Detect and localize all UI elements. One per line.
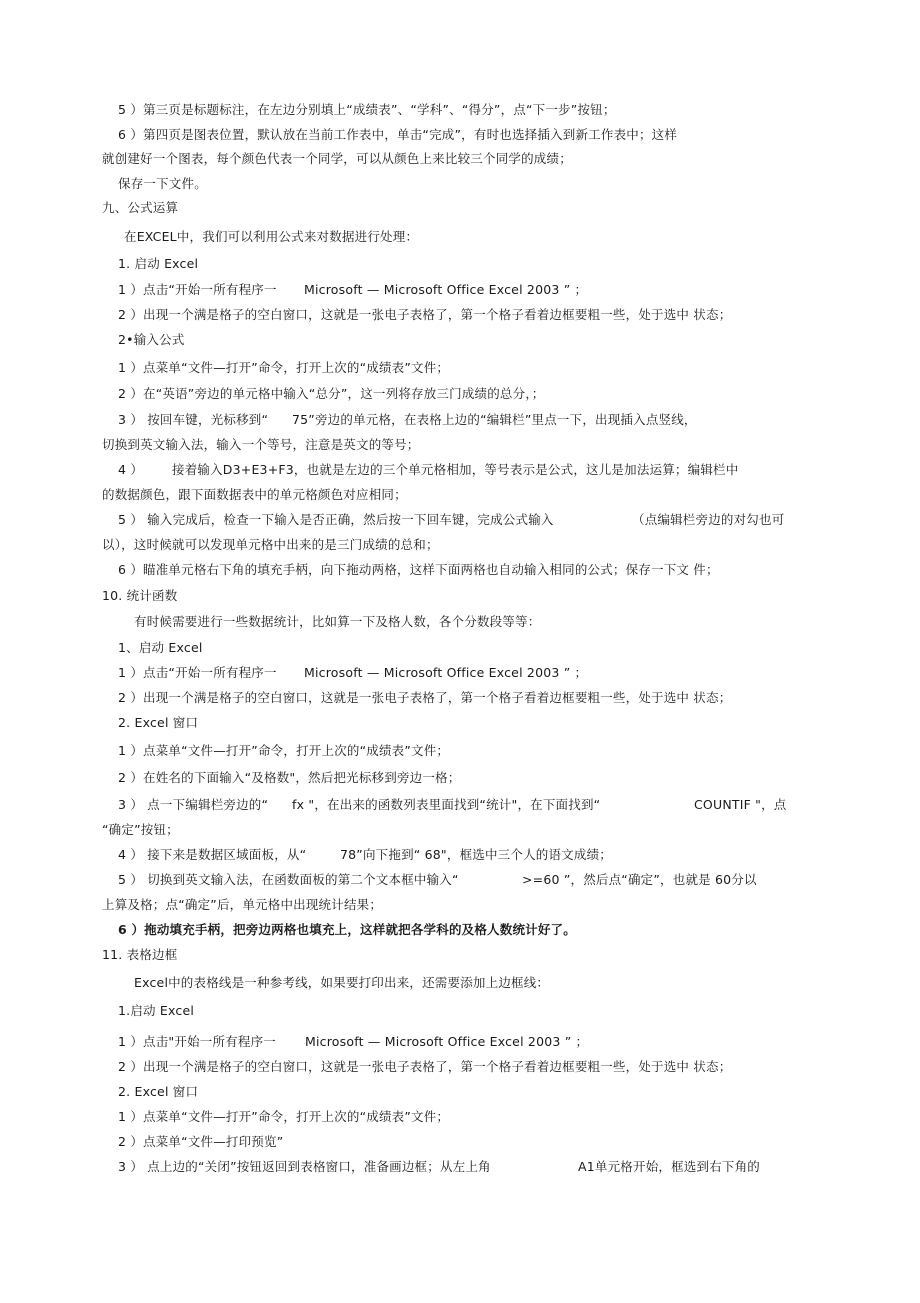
- text-line: 6 ）第四页是图表位置，默认放在当前工作表中，单击“完成”，有时也选择插入到新工作表中；这样: [118, 127, 678, 142]
- text-line: “确定”按钮；: [102, 822, 179, 837]
- text-segment: 5 ） 切换到英文输入法，在函数面板的第二个文本框中输入“: [118, 872, 459, 887]
- text-line: 1 ）点菜单“文件—打开”命令，打开上次的“成绩表”文件；: [118, 360, 450, 375]
- text-line: 5 ）第三页是标题标注，在左边分别填上“成绩表”、“学科”、“得分”，点“下一步”按钮；: [118, 102, 616, 117]
- section-heading: 10. 统计函数: [102, 588, 178, 603]
- text-segment: 1 ）点击“开始一所有程序一: [118, 665, 277, 680]
- section-heading: 九、公式运算: [102, 200, 179, 215]
- text-line: 的数据颜色，跟下面数据表中的单元格颜色对应相同；: [102, 487, 407, 502]
- text-line: 1 ）点菜单“文件—打开”命令，打开上次的“成绩表”文件；: [118, 1109, 450, 1124]
- text-line: 2 ）出现一个满是格子的空白窗口，这就是一张电子表格了，第一个格子看着边框要粗一些，处于选中 状态；: [118, 690, 732, 705]
- text-segment: 78”向下拖到“ 68"，框选中三个人的语文成绩；: [340, 847, 612, 862]
- subheading: 1、启动 Excel: [118, 640, 203, 655]
- text-segment: COUNTIF "，点: [694, 797, 787, 812]
- text-segment: Microsoft — Microsoft Office Excel 2003 ” ；: [304, 282, 588, 297]
- text-segment: A1单元格开始，框选到右下角的: [578, 1159, 761, 1174]
- text-segment: 1 ）点击“开始一所有程序一: [118, 282, 277, 297]
- text-segment: 接着输入D3+E3+F3，也就是左边的三个单元格相加，等号表示是公式，这儿是加法运算；编辑栏中: [172, 462, 739, 477]
- subheading: 2. Excel 窗口: [118, 1084, 199, 1099]
- text-line: 2 ）点菜单“文件—打印预览”: [118, 1134, 284, 1149]
- text-line: 保存一下文件。: [118, 176, 207, 191]
- subheading: 1. 启动 Excel: [118, 256, 199, 271]
- text-line: 在EXCEL中，我们可以利用公式来对数据进行处理：: [124, 229, 419, 244]
- text-segment: fx "，在出来的函数列表里面找到“统计"，在下面找到“: [292, 797, 601, 812]
- text-line: 切换到英文输入法，输入一个等号，注意是英文的等号；: [102, 437, 420, 452]
- text-segment: Microsoft — Microsoft Office Excel 2003 ” ；: [305, 1034, 589, 1049]
- text-segment: 3 ） 点一下编辑栏旁边的“: [118, 797, 269, 812]
- text-line: 2 ）出现一个满是格子的空白窗口，这就是一张电子表格了，第一个格子看着边框要粗一些，处于选中 状态；: [118, 307, 732, 322]
- text-line: 有时候需要进行一些数据统计，比如算一下及格人数，各个分数段等等：: [134, 614, 541, 629]
- text-line: Excel中的表格线是一种参考线，如果要打印出来，还需要添加上边框线：: [134, 975, 550, 990]
- text-line: 2 ）在姓名的下面输入“及格数"，然后把光标移到旁边一格；: [118, 770, 461, 785]
- subheading: 1.启动 Excel: [118, 1003, 195, 1018]
- text-segment: 3 ） 按回车键，光标移到“: [118, 412, 269, 427]
- subheading: 2. Excel 窗口: [118, 715, 199, 730]
- text-segment: 1 ）点击"开始一所有程序一: [118, 1034, 276, 1049]
- text-segment: （点编辑栏旁边的对勾也可: [632, 512, 785, 527]
- text-line: 6 ）瞄准单元格右下角的填充手柄，向下拖动两格，这样下面两格也自动输入相同的公式；保存一下文 件；: [118, 562, 719, 577]
- text-line: 1 ）点菜单“文件—打开”命令，打开上次的“成绩表”文件；: [118, 743, 450, 758]
- section-heading: 11. 表格边框: [102, 947, 178, 962]
- text-segment: 4 ） 接下来是数据区域面板，从“: [118, 847, 307, 862]
- text-segment: 3 ） 点上边的“关闭”按钮返回到表格窗口，准备画边框；从左上角: [118, 1159, 491, 1174]
- text-line: 2 ）在“英语”旁边的单元格中输入“总分”，这一列将存放三门成绩的总分，；: [118, 386, 545, 401]
- text-segment: 4 ）: [118, 462, 144, 477]
- text-segment: Microsoft — Microsoft Office Excel 2003 ” ；: [304, 665, 588, 680]
- text-segment: 5 ） 输入完成后，检查一下输入是否正确，然后按一下回车键，完成公式输入: [118, 512, 554, 527]
- text-segment: 75”旁边的单元格，在表格上边的“编辑栏”里点一下，出现插入点竖线，: [292, 412, 697, 427]
- subheading: 2•输入公式: [118, 332, 185, 347]
- text-line: 上算及格；点“确定”后，单元格中出现统计结果；: [102, 897, 383, 912]
- text-line: 2 ）出现一个满是格子的空白窗口，这就是一张电子表格了，第一个格子看着边框要粗一些，处于选中 状态；: [118, 1059, 732, 1074]
- text-line: 以），这时候就可以发现单元格中出来的是三门成绩的总和；: [102, 537, 439, 552]
- text-line: 就创建好一个图表，每个颜色代表一个同学，可以从颜色上来比较三个同学的成绩；: [102, 151, 572, 166]
- text-line: 6 ）拖动填充手柄，把旁边两格也填充上，这样就把各学科的及格人数统计好了。: [118, 922, 576, 937]
- text-segment: >=60 ”，然后点“确定”，也就是 60分以: [522, 872, 757, 887]
